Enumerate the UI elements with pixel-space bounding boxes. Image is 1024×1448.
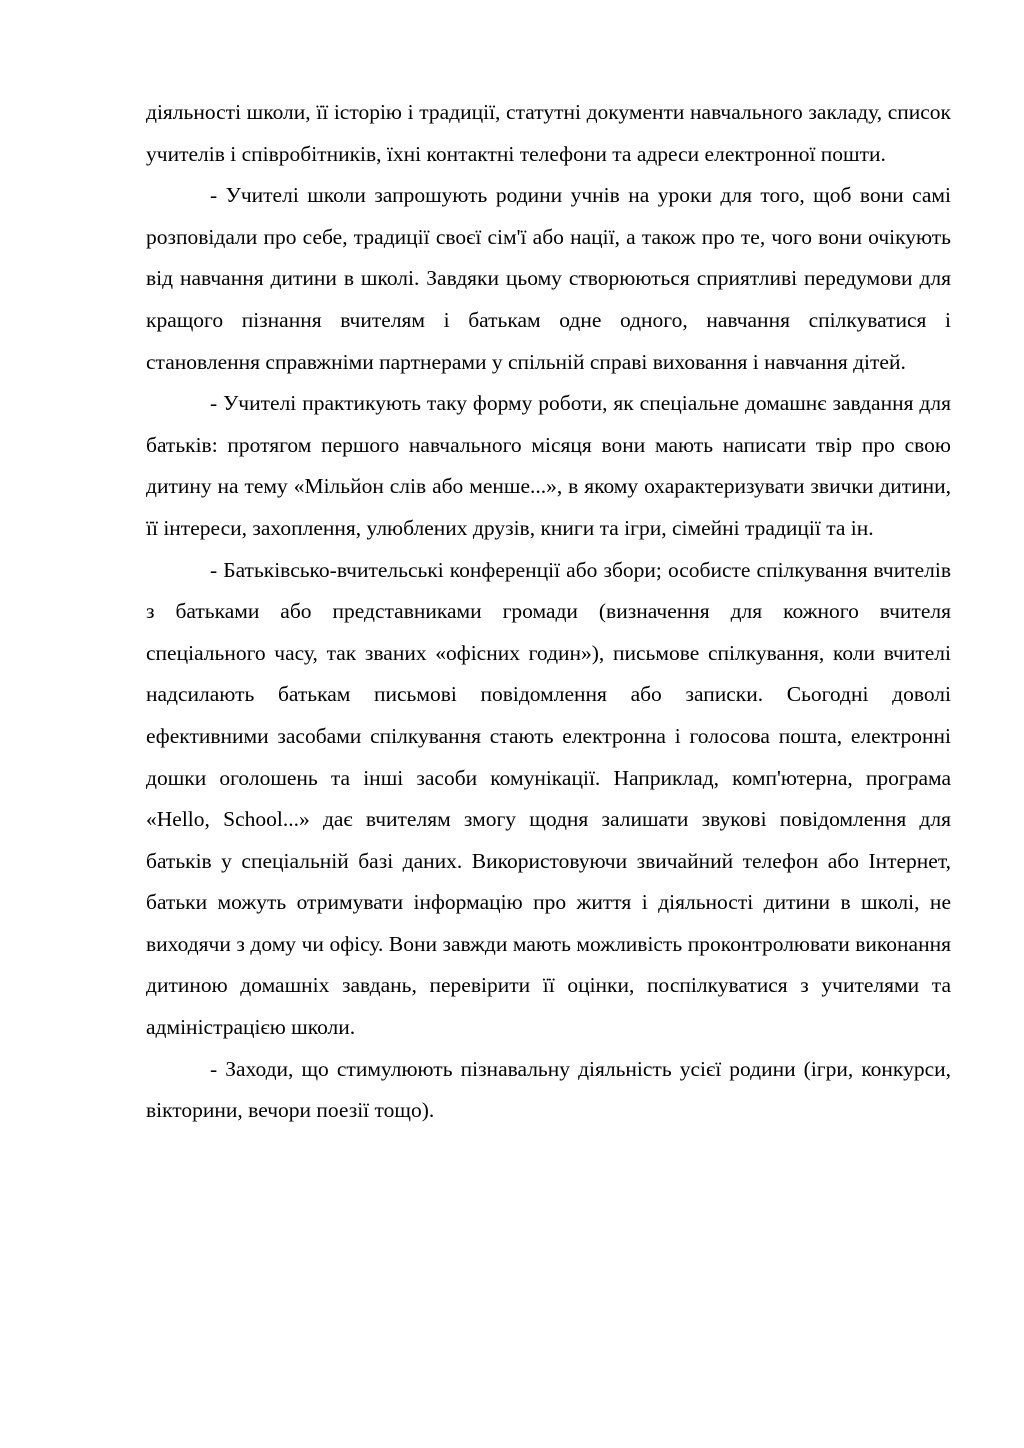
paragraph-parent-visits: - Учителі школи запрошують родини учнів на уроки для того, щоб вони самі розповідали про себе, традиції своєї сім'ї або нації, а також про те, чого вони очікують від навчання дитини в школі. Завдяки цьому створюються сприятливі передумови для кращого пізнання вчителям і батькам одне одного, навчання спілкуватися і становлення справжніми партнерами у спільній справі виховання і навчання дітей. [146, 183, 951, 374]
paragraph-continuation: діяльності школи, її історію і традиції, статутні документи навчального закладу, список учителів і співробітників, їхні контактні телефони та адреси електронної пошти. [146, 100, 951, 166]
paragraph-homework-for-parents: - Учителі практикують таку форму роботи, як спеціальне домашнє завдання для батьків: протягом першого навчального місяця вони мають написати твір про свою дитину на тему «Мільйон слів або менше...», в якому охарактеризувати звички дитини, її інтереси, захоплення, улюблених друзів, книги та ігри, сімейні традиції та ін. [146, 391, 951, 540]
paragraph-conferences-communication: - Батьківсько-вчительські конференції або збори; особисте спілкування вчителів з батьками або представниками громади (визначення для кожного вчителя спеціального часу, так званих «офісних годин»), письмове спілкування, коли вчителі надсилають батькам письмові повідомлення або записки. Сьогодні доволі ефективними засобами спілкування стають електронна і голосова пошта, електронні дошки оголошень та інші засоби комунікації. Наприклад, комп'ютерна, програма «Hello, School...» дає вчителям змогу щодня залишати звукові повідомлення для батьків у спеціальній базі даних. Використовуючи звичайний телефон або Інтернет, батьки можуть отримувати інформацію про життя і діяльності дитини в школі, не виходячи з дому чи офісу. Вони завжди мають можливість проконтролювати виконання дитиною домашніх завдань, перевірити її оцінки, поспілкуватися з учителями та адміністрацією школи. [146, 557, 951, 1040]
paragraph-family-activities: - Заходи, що стимулюють пізнавальну діяльність усієї родини (ігри, конкурси, вікторини, вечори поезії тощо). [146, 1056, 951, 1123]
document-page [146, 92, 951, 1132]
